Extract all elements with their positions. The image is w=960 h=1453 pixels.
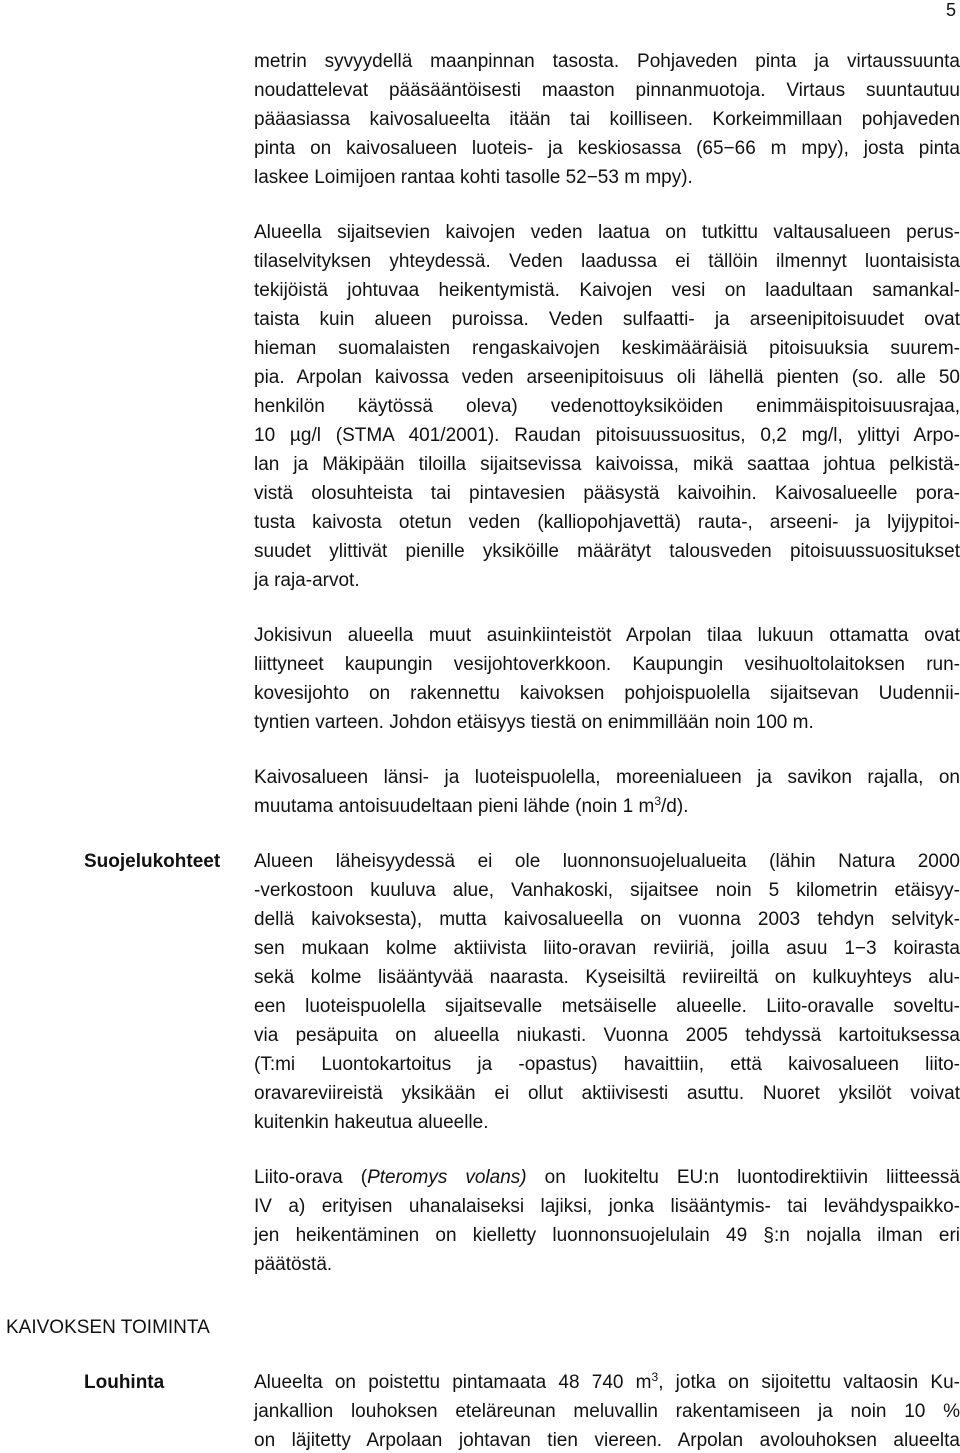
- text-line: Alueella sijaitsevien kaivojen veden laatua on tutkittu valtausalueen perus-: [254, 222, 960, 243]
- text-line: päätöstä.: [254, 1254, 333, 1275]
- text-line: sekä kolme lisääntyvää naarasta. Kyseisiltä reviireiltä on kulkuyhteys alu-: [254, 967, 960, 988]
- text-line: pia. Arpolan kaivossa veden arseenipitoisuus oli lähellä pienten (so. alle 50: [254, 367, 960, 388]
- text-line: metrin syvyydellä maanpinnan tasosta. Pohjaveden pinta ja virtaussuunta: [254, 51, 960, 72]
- text-line: lan ja Mäkipään tiloilla sijaitsevissa kaivoissa, mikä saattaa johtua pelkistä-: [254, 454, 960, 475]
- text-line: tyntien varteen. Johdon etäisyys tiestä on enimmillään noin 100 m.: [254, 712, 814, 733]
- text-line: vistä olosuhteista tai pintavesien pääsystä kaivoihin. Kaivosalueelle pora-: [254, 483, 960, 504]
- text-line: muutama antoisuudeltaan pieni lähde (noin 1 $m^3/d$).: [254, 794, 689, 817]
- text-line: pinta on kaivosalueen luoteis- ja keskiosassa (65−66 m mpy), josta pinta: [254, 138, 960, 159]
- text-line: (T:mi Luontokartoitus ja -opastus) havaittiin, että kaivosalueen liito-: [254, 1054, 960, 1075]
- louhinta-heading: Louhinta: [84, 1372, 165, 1393]
- species-name: Pteromys volans): [367, 1167, 527, 1188]
- suojelukohteet-heading: Suojelukohteet: [84, 851, 221, 872]
- text-line: tusta kaivosta otetun veden (kalliopohjavettä) rauta-, arseeni- ja lyijypitoi-: [254, 512, 960, 533]
- text-line: kovesijohto on rakennettu kaivoksen pohjoispuolella sijaitsevan Uudennii-: [254, 683, 960, 704]
- page-number: 5: [945, 0, 956, 20]
- text-line: Liito-orava (Pteromys volans) on luokiteltu EU:n luontodirektiivin liitteessä: [254, 1167, 960, 1188]
- text-line: kuitenkin hakeutua alueelle.: [254, 1112, 489, 1133]
- superscript: 3: [651, 1370, 659, 1384]
- text-line: jen heikentäminen on kielletty luonnonsuojelulain 49 §:n nojalla ilman eri: [254, 1225, 960, 1246]
- text-line: ja raja-arvot.: [254, 570, 360, 591]
- text-line: dellä kaivoksesta), mutta kaivosalueella on vuonna 2003 tehdyn selvityk-: [254, 909, 960, 930]
- text-line: henkilön käytössä oleva) vedenottoyksiköiden enimmäispitoisuusrajaa,: [254, 396, 960, 417]
- text-line: -verkostoon kuuluva alue, Vanhakoski, sijaitsee noin 5 kilometrin etäisyy-: [254, 880, 960, 901]
- text-line: IV a) erityisen uhanalaiseksi lajiksi, jonka lisääntymis- tai levähdyspaikko-: [254, 1196, 960, 1217]
- text-line: Alueelta on poistettu pintamaata 48 740 $m^3$, jotka on sijoitettu valtaosin Ku-: [254, 1370, 960, 1393]
- text-line: on läjitetty Arpolaan johtavan tien viereen. Arpolan avolouhoksen alueelta: [254, 1430, 960, 1451]
- text-line: Alueen läheisyydessä ei ole luonnonsuojelualueita (lähin Natura 2000: [254, 851, 960, 872]
- section-heading: KAIVOKSEN TOIMINTA: [6, 1317, 210, 1338]
- text-line: jankallion louhoksen eteläreunan meluvallin rakentamiseen ja noin 10 %: [254, 1401, 960, 1422]
- text-line: hieman suomalaisten rengaskaivojen keskimääräisiä pitoisuuksia suurem-: [254, 338, 960, 359]
- superscript: 3: [654, 794, 662, 808]
- text-line: suudet ylittivät pienille yksiköille määrätyt talousveden pitoisuussuositukset: [254, 541, 960, 562]
- text-line: laskee Loimijoen rantaa kohti tasolle 52−53 m mpy).: [254, 167, 693, 188]
- text-line: via pesäpuita on alueella niukasti. Vuonna 2005 tehdyssä kartoituksessa: [254, 1025, 960, 1046]
- text-line: liittyneet kaupungin vesijohtoverkkoon. Kaupungin vesihuoltolaitoksen run-: [254, 654, 960, 675]
- text-line: pääasiassa kaivosalueelta itään tai koilliseen. Korkeimmillaan pohjaveden: [254, 109, 960, 130]
- text-line: sen mukaan kolme aktiivista liito-oravan reviiriä, joilla asuu 1−3 koirasta: [254, 938, 960, 959]
- text-line: noudattelevat pääsääntöisesti maaston pinnanmuotoja. Virtaus suuntautuu: [254, 80, 960, 101]
- text-line: tilaselvityksen yhteydessä. Veden laadussa ei tällöin ilmennyt luontaisista: [254, 251, 960, 272]
- text-line: oravareviireistä yksikään ei ollut aktiivisesti asuttu. Nuoret yksilöt voivat: [254, 1083, 960, 1104]
- text-line: 10 µg/l (STMA 401/2001). Raudan pitoisuussuositus, 0,2 mg/l, ylittyi Arpo-: [254, 425, 960, 446]
- text-line: taista kuin alueen puroissa. Veden sulfaatti- ja arseenipitoisuudet ovat: [254, 309, 960, 330]
- text-line: een luoteispuolella sijaitsevalle metsäiselle alueelle. Liito-oravalle soveltu-: [254, 996, 960, 1017]
- text-line: tekijöistä johtuvaa heikentymistä. Kaivojen vesi on laadultaan samankal-: [254, 280, 960, 301]
- text-line: Kaivosalueen länsi- ja luoteispuolella, moreenialueen ja savikon rajalla, on: [254, 767, 960, 788]
- text-line: Jokisivun alueella muut asuinkiinteistöt Arpolan tilaa lukuun ottamatta ovat: [254, 625, 960, 646]
